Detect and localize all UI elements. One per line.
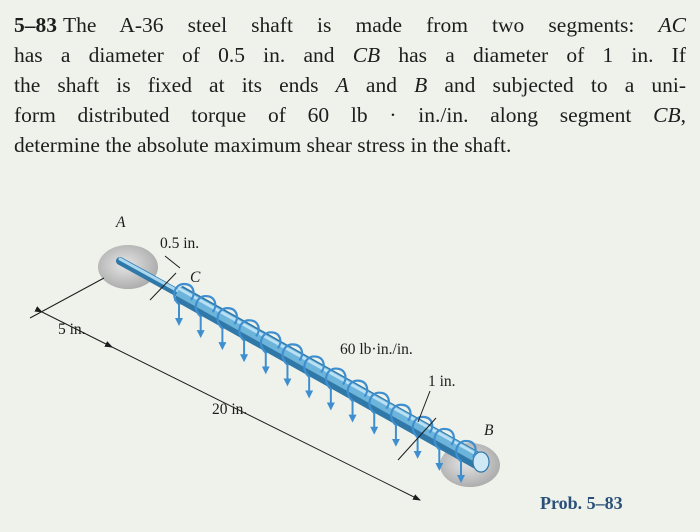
figure-caption: Prob. 5–83 bbox=[540, 493, 623, 513]
problem-line-2: has a diameter of 0.5 in. and CB has a diameter of 1 in. If bbox=[14, 43, 686, 67]
problem-line-5: determine the absolute maximum shear stress in the shaft. bbox=[14, 133, 512, 157]
label-diameter-ac: 0.5 in. bbox=[160, 235, 200, 252]
label-length-ac: 5 in. bbox=[58, 321, 86, 338]
problem-line-4: form distributed torque of 60 lb · in./in. along segment CB, bbox=[14, 103, 686, 127]
label-a: A bbox=[116, 214, 126, 231]
label-diameter-cb: 1 in. bbox=[428, 373, 456, 390]
label-length-cb: 20 in. bbox=[212, 401, 248, 418]
extension-line-a bbox=[30, 278, 104, 318]
leader-diameter-ac bbox=[165, 256, 180, 268]
label-c: C bbox=[190, 269, 201, 286]
problem-line-1: 5–83 The A-36 steel shaft is made from two segments: AC bbox=[14, 13, 686, 37]
label-torque: 60 lb·in./in. bbox=[340, 341, 413, 358]
label-b: B bbox=[484, 422, 494, 439]
problem-number: 5–83 bbox=[14, 13, 57, 37]
problem-line-3: the shaft is fixed at its ends A and B and subjected to a uni- bbox=[14, 73, 686, 97]
